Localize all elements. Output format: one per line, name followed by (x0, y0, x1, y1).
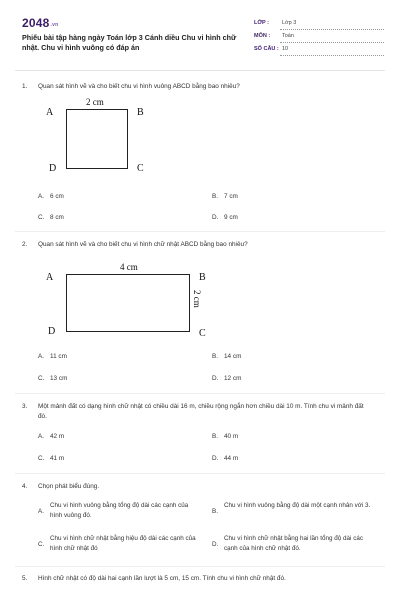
option-a[interactable] (38, 353, 67, 360)
option-text: 9 cm (224, 214, 238, 221)
option-b[interactable] (212, 433, 238, 440)
question-text: Một mảnh đất có dạng hình chữ nhật có chiều dài 16 m, chiều rộng ngắn hơn chiều dài 10 m. Tính chu vi mảnh đất đó. (38, 403, 364, 420)
meta-value: Toán (282, 33, 294, 39)
option-text: 7 cm (224, 193, 238, 200)
option-d[interactable] (212, 375, 241, 382)
option-letter: C. (38, 455, 45, 462)
meta-row-question-count (254, 44, 384, 57)
option-text: 44 m (224, 455, 239, 462)
option-letter: A. (38, 193, 45, 200)
option-text: 42 m (50, 433, 65, 440)
length-label: 4 cm (120, 262, 138, 272)
option-text: Chu vi hình chữ nhật bằng hai lần tổng độ dài các cạnh của hình chữ nhật đó. (224, 535, 363, 552)
logo-suffix: .vn (50, 22, 59, 28)
meta-value: Lớp 3 (282, 20, 297, 26)
meta-key: SỐ CÂU : (254, 46, 279, 52)
meta-row-subject (254, 31, 384, 44)
option-text: 6 cm (50, 193, 64, 200)
option-letter: B. (212, 508, 218, 515)
option-letter: C. (38, 541, 45, 548)
question-number: 2. (22, 241, 28, 248)
question-divider (15, 566, 385, 567)
option-a[interactable] (38, 193, 64, 200)
option-text: 12 cm (224, 375, 242, 382)
option-text: Chu vi hình vuông bằng độ dài một cạnh nhân với 3. (224, 502, 371, 509)
rectangle-abcd (66, 274, 190, 332)
meta-underline (280, 55, 384, 56)
option-text: Chu vi hình chữ nhật bằng hiệu độ dài các cạnh của hình chữ nhật đó (50, 535, 196, 552)
option-text: 8 cm (50, 214, 64, 221)
question-text: Hình chữ nhật có độ dài hai cạnh lần lượt là 5 cm, 15 cm. Tính chu vi hình chữ nhật đó. (38, 575, 286, 582)
meta-value: 10 (282, 46, 289, 52)
question-number: 1. (22, 83, 28, 90)
option-letter: B. (212, 433, 219, 440)
option-d[interactable] (212, 214, 238, 221)
option-text: 13 cm (50, 375, 68, 382)
vertex-label: C (199, 328, 206, 339)
option-letter: D. (212, 214, 219, 221)
option-letter: A. (38, 508, 44, 515)
meta-key: MÔN : (254, 33, 271, 39)
vertex-label: D (48, 326, 56, 337)
option-text: 41 m (50, 455, 65, 462)
worksheet-title: Phiếu bài tập hàng ngày Toán lớp 3 Cánh diều Chu vi hình chữ nhật. Chu vi hình vuông có đáp án (22, 33, 237, 52)
option-letter: C. (38, 214, 45, 221)
option-text: Chu vi hình vuông bằng tổng độ dài các cạnh của hình vuông đó. (50, 502, 189, 519)
question-number: 3. (22, 403, 28, 410)
option-b[interactable] (212, 193, 238, 200)
option-text: 11 cm (50, 353, 67, 360)
option-letter: C. (38, 375, 45, 382)
vertex-label: B (199, 272, 206, 283)
option-letter: B. (212, 193, 219, 200)
option-text: 40 m (224, 433, 239, 440)
question-text: Quan sát hình vẽ và cho biết chu vi hình vuông ABCD bằng bao nhiêu? (38, 83, 240, 90)
option-text: 14 cm (224, 353, 242, 360)
worksheet-meta (254, 18, 384, 57)
side-length-label: 2 cm (86, 97, 104, 107)
option-c[interactable] (38, 375, 67, 382)
logo-text: 2048 (22, 16, 50, 30)
site-logo[interactable] (22, 16, 58, 30)
option-letter: A. (38, 433, 45, 440)
vertex-label: D (49, 163, 57, 174)
option-letter: D. (212, 455, 219, 462)
question-number: 5. (22, 575, 28, 582)
vertex-label: B (137, 107, 144, 118)
question-text: Quan sát hình vẽ và cho biết chu vi hình chữ nhật ABCD bằng bao nhiêu? (38, 241, 248, 248)
option-a[interactable] (38, 433, 64, 440)
meta-underline (280, 42, 384, 43)
question-divider (15, 393, 385, 394)
option-c[interactable] (38, 455, 64, 462)
header-divider (15, 70, 385, 71)
meta-row-class (254, 18, 384, 31)
option-letter: A. (38, 353, 45, 360)
option-b[interactable] (212, 353, 241, 360)
option-letter: D. (212, 541, 219, 548)
width-label: 2 cm (192, 290, 202, 308)
option-letter: B. (212, 353, 219, 360)
option-d[interactable] (212, 455, 238, 462)
meta-key: LỚP : (254, 20, 269, 26)
question-text: Chọn phát biểu đúng. (38, 483, 100, 490)
question-divider (15, 473, 385, 474)
option-letter: D. (212, 375, 219, 382)
vertex-label: C (137, 163, 144, 174)
meta-underline (280, 29, 384, 30)
vertex-label: A (46, 272, 54, 283)
worksheet-header (22, 14, 382, 60)
vertex-label: A (46, 107, 54, 118)
option-c[interactable] (38, 214, 64, 221)
question-number: 4. (22, 483, 28, 490)
question-divider (15, 231, 385, 232)
square-abcd (66, 109, 128, 169)
